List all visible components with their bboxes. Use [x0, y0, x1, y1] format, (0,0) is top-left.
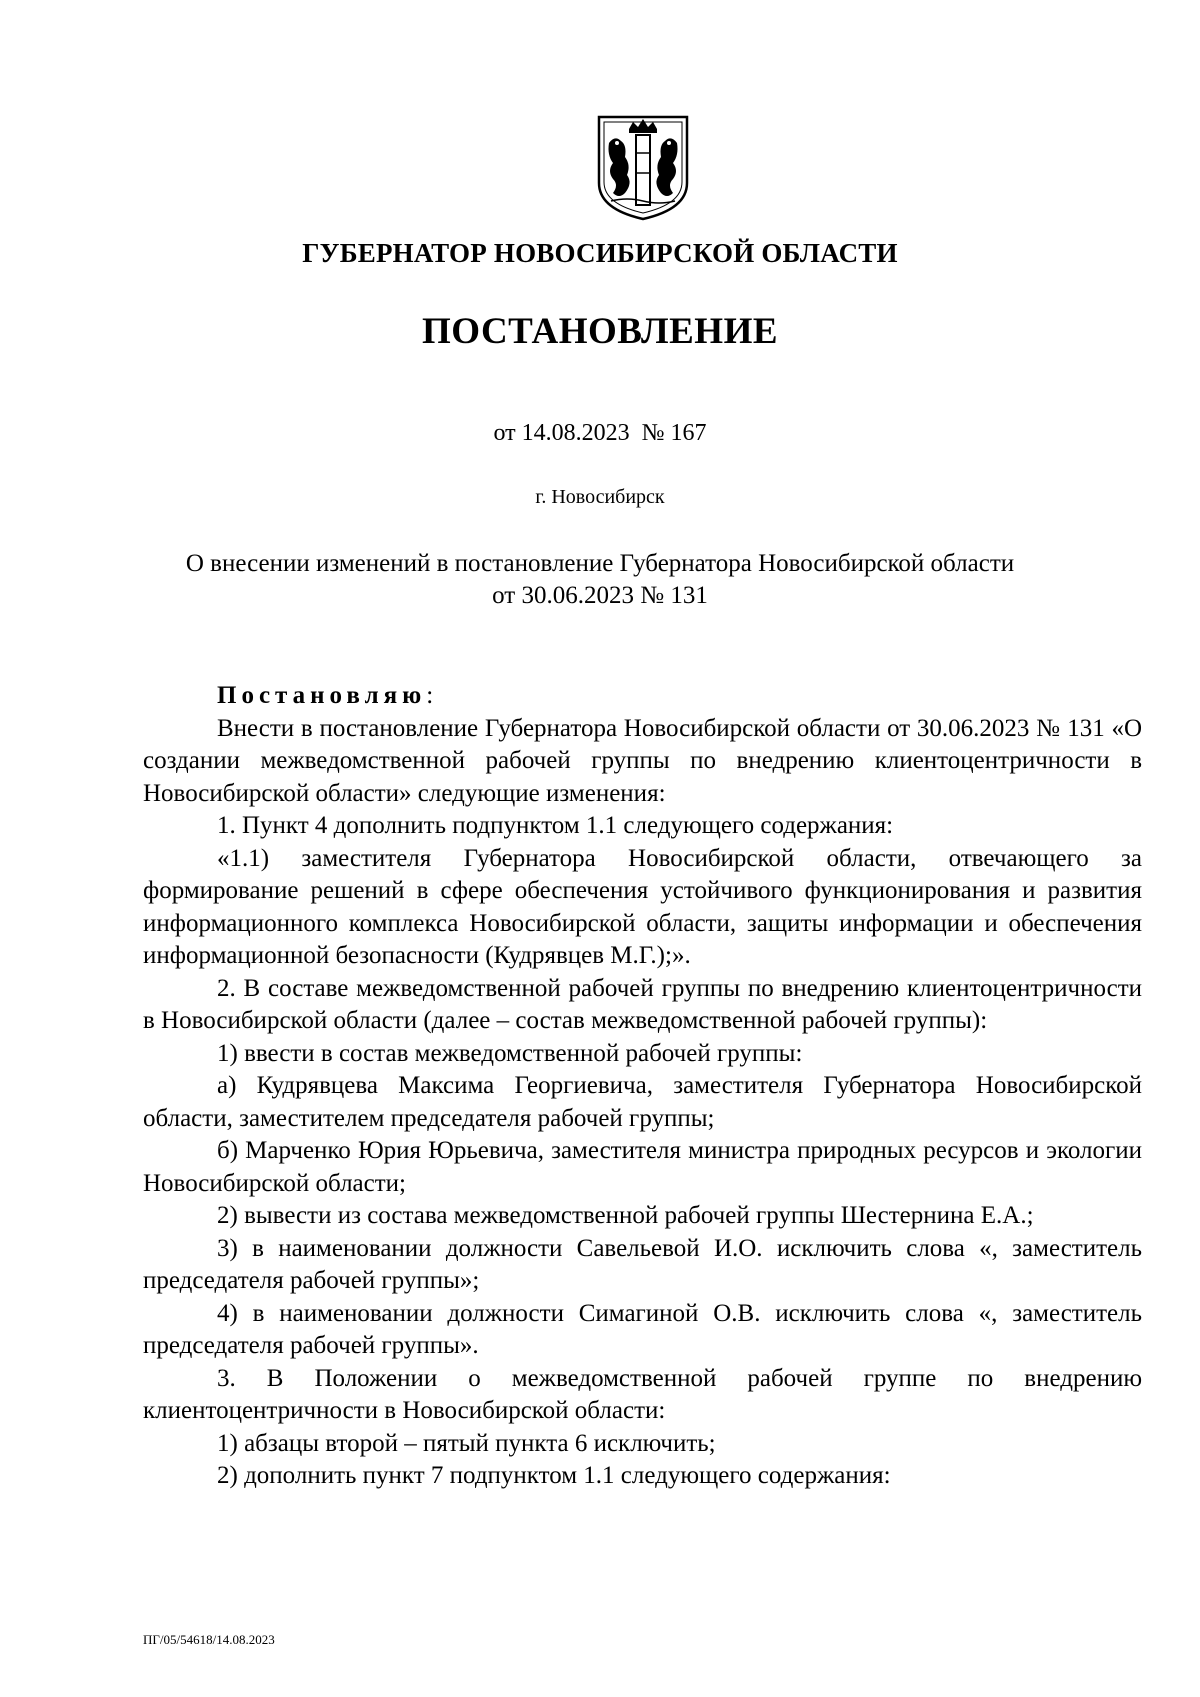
coat-of-arms-icon — [595, 113, 691, 223]
body-paragraph: а) Кудрявцева Максима Георгиевича, заместителя Губернатора Новосибирской области, заместителем председателя рабочей группы; — [143, 1072, 1142, 1132]
resolve-heading — [143, 680, 1142, 713]
document-body — [143, 680, 1142, 1493]
body-paragraph: б) Марченко Юрия Юрьевича, заместителя министра природных ресурсов и экологии Новосибирской области; — [143, 1137, 1142, 1197]
document-subject — [150, 548, 1050, 612]
body-paragraph: «1.1) заместителя Губернатора Новосибирской области, отвечающего за формирование решений в сфере обеспечения устойчивого функционирования и развития информационного комплекса Новосибирской области, защиты информации и обеспечения информационной безопасности (Кудрявцев М.Г.);». — [143, 844, 1142, 969]
body-paragraph: 3. В Положении о межведомственной рабочей группе по внедрению клиентоцентричности в Новосибирской области: — [143, 1364, 1142, 1424]
document-city: г. Новосибирск — [535, 486, 665, 508]
body-paragraph: 2. В составе межведомственной рабочей группы по внедрению клиентоцентричности в Новосибирской области (далее – состав межведомственной рабочей группы): — [143, 974, 1142, 1034]
authority-title: ГУБЕРНАТОР НОВОСИБИРСКОЙ ОБЛАСТИ — [302, 238, 898, 268]
body-paragraph: Внести в постановление Губернатора Новосибирской области от 30.06.2023 № 131 «О создании межведомственной рабочей группы по внедрению клиентоцентричности в Новосибирской области» следующие изменения: — [143, 714, 1142, 807]
body-paragraph: 1) ввести в состав межведомственной рабочей группы: — [217, 1039, 803, 1067]
document-type-title: ПОСТАНОВЛЕНИЕ — [421, 311, 779, 352]
body-paragraph: 3) в наименовании должности Савельевой И.О. исключить слова «, заместитель председателя рабочей группы»; — [143, 1234, 1142, 1294]
document-date-number: от 14.08.2023 № 167 — [493, 420, 707, 446]
resolve-colon: : — [426, 682, 434, 709]
body-paragraph: 2) вывести из состава межведомственной рабочей группы Шестернина Е.А.; — [217, 1202, 1034, 1229]
subject-line-2: от 30.06.2023 № 131 — [492, 582, 708, 609]
footer-document-code: ПГ/05/54618/14.08.2023 — [143, 1632, 275, 1647]
subject-line-1: О внесении изменений в постановление Губернатора Новосибирской области — [185, 550, 1015, 577]
body-paragraph: 4) в наименовании должности Симагиной О.В. исключить слова «, заместитель председателя рабочей группы». — [143, 1299, 1142, 1359]
resolve-word: Постановляю — [217, 682, 427, 709]
body-paragraph: 1. Пункт 4 дополнить подпунктом 1.1 следующего содержания: — [217, 812, 894, 839]
body-paragraph: 1) абзацы второй – пятый пункта 6 исключить; — [217, 1429, 716, 1457]
body-paragraph: 2) дополнить пункт 7 подпунктом 1.1 следующего содержания: — [217, 1462, 891, 1489]
